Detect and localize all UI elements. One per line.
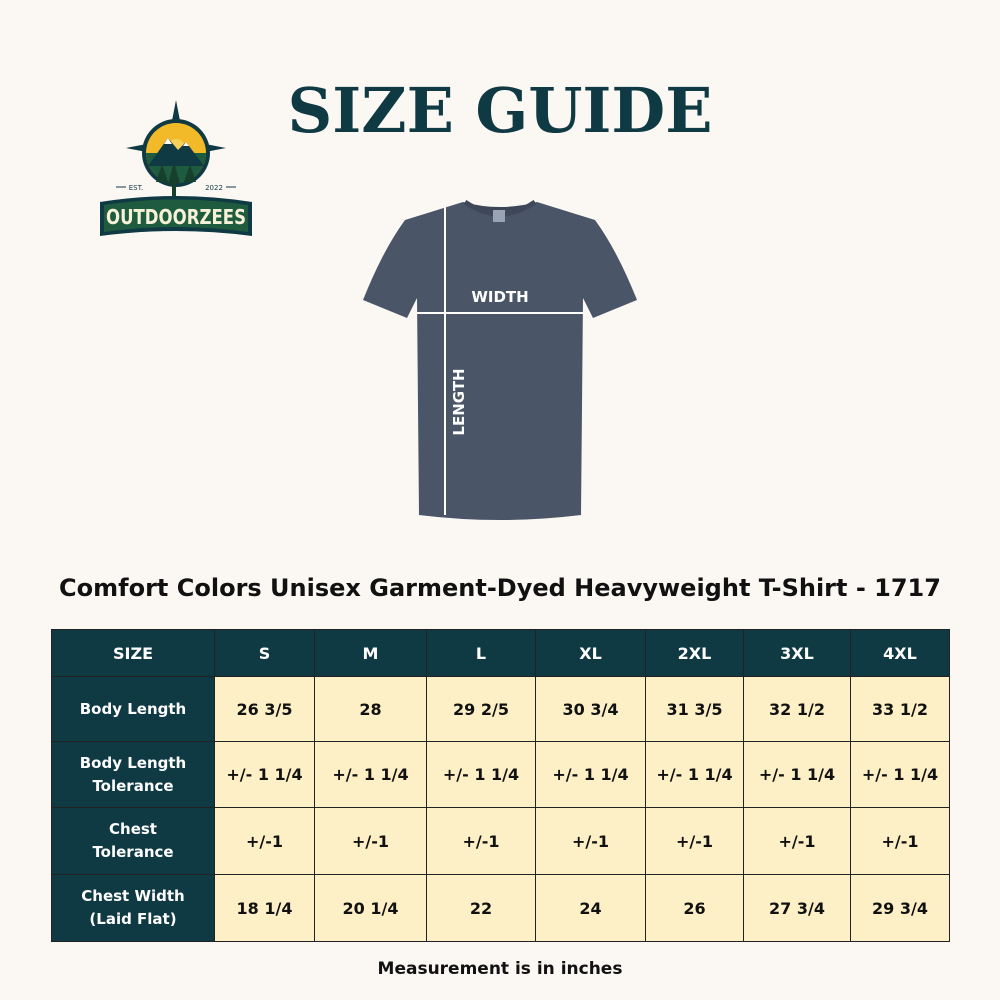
- row-label-chest-tolerance: [52, 808, 215, 875]
- header-cell-size: SIZE: [52, 630, 215, 677]
- table-cell: 28: [315, 677, 427, 742]
- row-label-line: (Laid Flat): [89, 910, 177, 928]
- row-label-line: Tolerance: [92, 843, 174, 861]
- size-table: [51, 629, 950, 942]
- table-cell: +/- 1 1/4: [744, 742, 851, 808]
- row-label-line: Tolerance: [92, 776, 174, 795]
- table-cell: +/- 1 1/4: [851, 742, 950, 808]
- row-label-chest-width: [52, 875, 215, 942]
- tshirt-diagram: [355, 190, 645, 525]
- table-cell: +/- 1 1/4: [536, 742, 646, 808]
- table-cell: +/- 1 1/4: [215, 742, 315, 808]
- logo-est: EST.: [128, 184, 144, 192]
- table-cell: 20 1/4: [315, 875, 427, 942]
- header-cell-xl: XL: [536, 630, 646, 677]
- measurement-note: Measurement is in inches: [377, 959, 623, 979]
- table-cell: 31 3/5: [646, 677, 744, 742]
- table-cell: +/-1: [646, 808, 744, 875]
- table-cell: +/- 1 1/4: [646, 742, 744, 808]
- header-cell-l: L: [427, 630, 536, 677]
- table-cell: +/-1: [427, 808, 536, 875]
- table-row: [52, 808, 950, 875]
- table-cell: +/- 1 1/4: [315, 742, 427, 808]
- table-cell: 27 3/4: [744, 875, 851, 942]
- row-label-line: Body Length: [79, 753, 187, 772]
- header-cell-2xl: 2XL: [646, 630, 744, 677]
- table-cell: 29 3/4: [851, 875, 950, 942]
- header-cell-4xl: 4XL: [851, 630, 950, 677]
- table-row: [52, 742, 950, 808]
- length-label: LENGTH: [450, 368, 468, 436]
- table-cell: 30 3/4: [536, 677, 646, 742]
- table-cell: 18 1/4: [215, 875, 315, 942]
- row-label-line: Chest: [109, 820, 157, 838]
- table-row: [52, 677, 950, 742]
- table-cell: +/-1: [744, 808, 851, 875]
- page-title: SIZE GUIDE: [287, 74, 713, 147]
- logo-year: 2022: [205, 184, 223, 192]
- table-cell: +/- 1 1/4: [427, 742, 536, 808]
- table-cell: +/-1: [315, 808, 427, 875]
- table-cell: +/-1: [536, 808, 646, 875]
- table-header-row: [52, 630, 950, 677]
- table-cell: 22: [427, 875, 536, 942]
- table-cell: 29 2/5: [427, 677, 536, 742]
- header-cell-3xl: 3XL: [744, 630, 851, 677]
- row-label-line: Body Length: [79, 699, 187, 718]
- table-cell: +/-1: [215, 808, 315, 875]
- table-row: [52, 875, 950, 942]
- table-cell: +/-1: [851, 808, 950, 875]
- row-label-body-length: [52, 677, 215, 742]
- table-cell: 24: [536, 875, 646, 942]
- header-cell-s: S: [215, 630, 315, 677]
- table-cell: 26: [646, 875, 744, 942]
- table-cell: 32 1/2: [744, 677, 851, 742]
- logo-brand-text: OUTDOORZEES: [106, 205, 246, 229]
- product-title: Comfort Colors Unisex Garment-Dyed Heavyweight T-Shirt - 1717: [59, 574, 941, 602]
- table-cell: 33 1/2: [851, 677, 950, 742]
- row-label-body-length-tolerance: [52, 742, 215, 808]
- table-cell: 26 3/5: [215, 677, 315, 742]
- row-label-line: Chest Width: [81, 887, 185, 905]
- header-cell-m: M: [315, 630, 427, 677]
- width-label: WIDTH: [471, 288, 529, 306]
